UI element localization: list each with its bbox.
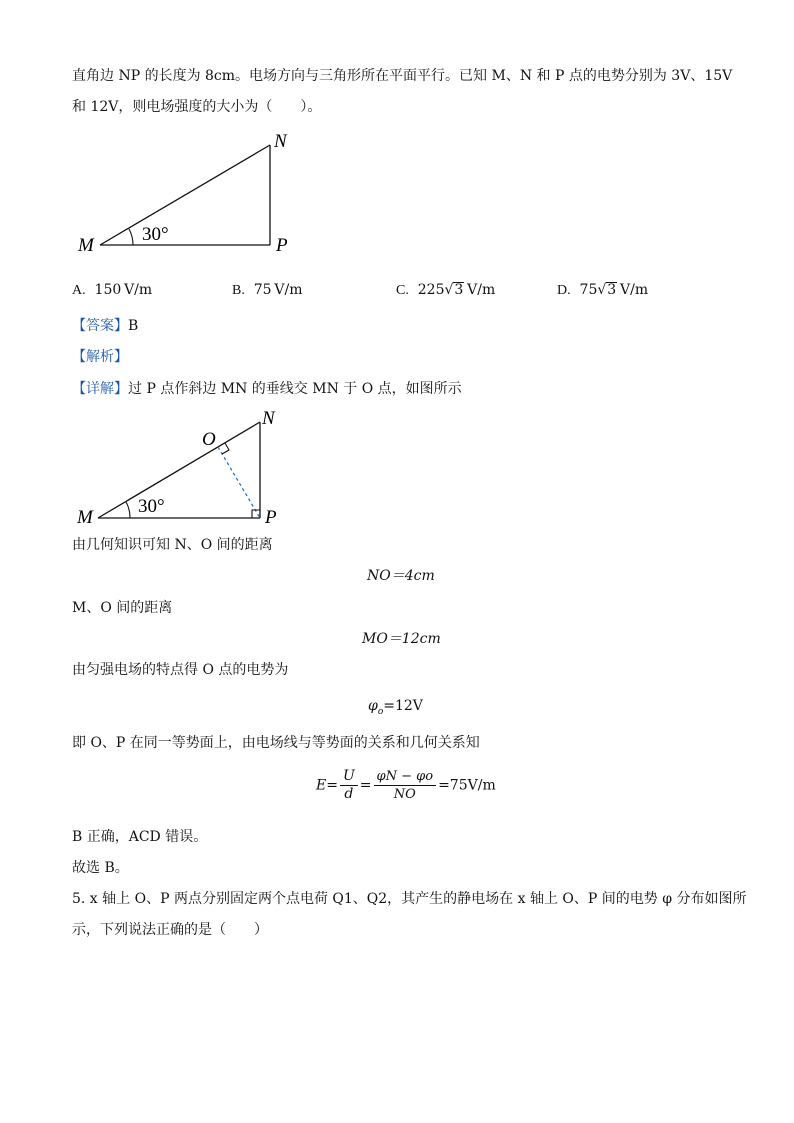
option-a[interactable]	[72, 281, 152, 300]
option-value: 75	[253, 282, 272, 298]
label-p: P	[276, 235, 288, 256]
fraction-u-over-d	[340, 768, 358, 803]
label-angle: 30°	[138, 496, 165, 517]
radicand: 3	[607, 282, 617, 298]
label-angle: 30°	[142, 224, 169, 245]
step-4-text: 即 O、P 在同一等势面上，由电场线与等势面的关系和几何关系知	[72, 735, 480, 751]
option-letter: B.	[232, 283, 245, 298]
option-value: 75	[579, 282, 598, 298]
label-o: O	[202, 429, 216, 450]
option-unit: V/m	[124, 282, 153, 298]
step-5-text: B 正确，ACD 错误。	[72, 829, 208, 845]
sqrt-sign: √	[444, 282, 454, 298]
frac-num: φN − φo	[374, 768, 437, 786]
frac-den: d	[344, 786, 354, 802]
phi-symbol: φ	[368, 698, 378, 714]
sqrt-sign: √	[597, 282, 607, 298]
answer-value: B	[128, 318, 139, 334]
step-3-text: 由匀强电场的特点得 O 点的电势为	[72, 662, 289, 678]
equation-phi-o	[368, 697, 423, 721]
answer-tag: 【答案】	[72, 318, 128, 334]
angle-arc	[126, 502, 130, 518]
equation-mo: MO＝12cm	[362, 631, 441, 647]
step-6-text: 故选 B。	[72, 860, 129, 876]
problem-4-line-1: 直角边 NP 的长度为 8cm。电场方向与三角形所在平面平行。已知 M、N 和 P 点的电势分别为 3V、15V	[72, 68, 733, 84]
answer-line	[72, 317, 138, 335]
frac-num: U	[340, 768, 358, 786]
angle-arc	[129, 229, 133, 245]
option-unit: V/m	[467, 282, 496, 298]
detail-text: 过 P 点作斜边 MN 的垂线交 MN 于 O 点，如图所示	[128, 381, 462, 397]
label-p: P	[265, 507, 277, 528]
step-2-text: M、O 间的距离	[72, 600, 173, 616]
option-unit: V/m	[274, 282, 303, 298]
detail-line	[72, 380, 462, 398]
label-m: M	[78, 235, 94, 256]
eq-lhs: E=	[316, 777, 338, 794]
problem-5-line-2: 示，下列说法正确的是（ ）	[72, 922, 268, 938]
equation-no: NO＝4cm	[367, 568, 435, 584]
equation-field-strength	[316, 768, 496, 803]
phi-value: =12V	[383, 698, 423, 714]
label-n: N	[274, 131, 287, 152]
option-letter: A.	[72, 283, 86, 298]
option-value: 150	[94, 282, 122, 298]
option-c[interactable]	[396, 281, 495, 300]
phi-subscript: o	[377, 706, 384, 717]
perpendicular-po	[218, 447, 260, 518]
fraction-potential-over-no	[374, 768, 437, 803]
hypotenuse-mn	[100, 145, 270, 245]
option-d[interactable]	[557, 281, 648, 300]
frac-den: NO	[393, 787, 416, 802]
label-n: N	[262, 408, 275, 429]
radicand: 3	[454, 282, 464, 298]
triangle-figure-1	[70, 128, 310, 263]
problem-5-line-1: 5. x 轴上 O、P 两点分别固定两个点电荷 Q1、Q2，其产生的静电场在 x 轴上 O、P 间的电势 φ 分布如图所	[72, 891, 747, 907]
label-m: M	[77, 507, 93, 528]
analysis-tag: 【解析】	[72, 349, 128, 365]
triangle-figure-2	[70, 404, 310, 534]
problem-4-line-2: 和 12V，则电场强度的大小为（ ）。	[72, 99, 322, 115]
option-unit: V/m	[620, 282, 649, 298]
analysis-line	[72, 348, 128, 366]
option-value: 225	[417, 282, 445, 298]
option-letter: C.	[396, 283, 409, 298]
option-b[interactable]	[232, 281, 302, 300]
option-letter: D.	[557, 283, 571, 298]
hypotenuse-mn	[98, 422, 260, 518]
eq-sign: =	[359, 777, 372, 794]
eq-rhs: =75V/m	[438, 777, 496, 794]
detail-tag: 【详解】	[72, 381, 128, 397]
step-1-text: 由几何知识可知 N、O 间的距离	[72, 537, 273, 553]
